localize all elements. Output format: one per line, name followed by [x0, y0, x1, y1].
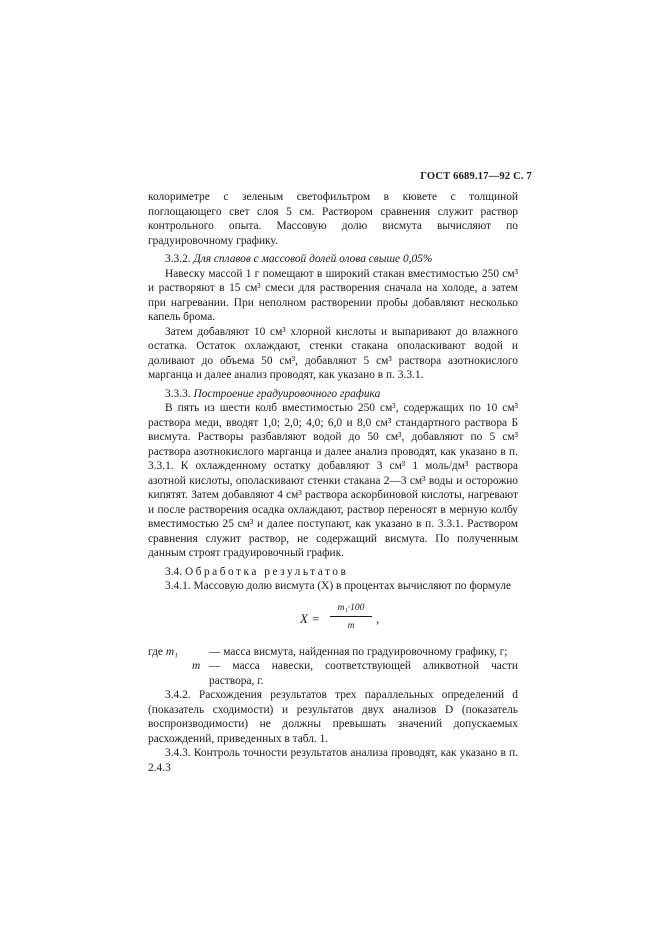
formula-trail: , [376, 610, 380, 626]
section-3-4-heading [148, 565, 518, 580]
definition-text: — масса висмута, найденная по градуировочному графику, г; [209, 645, 508, 658]
formula [148, 598, 518, 642]
document-body [148, 190, 518, 775]
paragraph-discrepancies: 3.4.2. Расхождения результатов трех параллельных определений d (показатель сходимости) и результатов двух анализов D (показатель воспроизводимости) не должны превышать значений допускаемых расхождений, приведенных в табл. 1. [148, 689, 518, 745]
section-3-3-3-heading [148, 387, 518, 402]
formula-numerator: m₁·100 [330, 601, 372, 618]
section-number: 3.4. [165, 565, 185, 578]
section-title: Построение градуировочного графика [193, 387, 381, 400]
formula-fraction [330, 601, 372, 634]
paragraph-accuracy: 3.4.3. Контроль точности результатов анализа проводят, как указано в п. 2.4.3 [148, 747, 518, 774]
where-label: где m₁ [148, 645, 179, 658]
paragraph-colorimeter: колориметре с зеленым светофильтром в кювете с толщиной поглощающего свет слоя 5 см. Раствором сравнения служит раствор контрольного опыта. Массовую долю висмута вычисляют по градуировочному графику. [148, 191, 518, 247]
paragraph-evaporation: Затем добавляют 10 см³ хлорной кислоты и выпаривают до влажного остатка. Остаток охлаждают, стенки стакана ополаскивают водой и доливают до объема 50 см³, добавляют 5 см³ раствора азотнокислого марганца и далее анализ проводят, как указано в п. 3.3.1. [148, 325, 518, 381]
definition-m [148, 659, 518, 688]
term-m1: m₁ [165, 645, 179, 658]
term-m: m [192, 660, 201, 672]
section-number: 3.3.2. [165, 253, 194, 265]
formula-denominator: m [347, 621, 355, 631]
paragraph-calibration: В пять из шести колб вместимостью 250 см³, содержащих по 10 см³ раствора меди, вводят 1,0; 2,0; 4,0; 6,0 и 8,0 см³ стандартного раствора Б висмута. Растворы разбавляют водой до 50 см³, добавляют по 5 см³ раствора азотнокислого марганца и далее анализ проводят, как указано в п. 3.3.1. К охлажденному остатку добавляют 3 см³ 1 моль/дм³ раствора азотной кислоты, ополаскивают стенки стакана 2—3 см³ воды и осторожно кипятят. Затем добавляют 4 см³ раствора аскорбиновой кислоты, нагревают и после растворения осадка охлаждают, раствор переносят в мерную колбу вместимостью 25 см³ и далее поступают, как указано в п. 3.3.1. Раствором сравнения служит раствор, не содержащий висмута. По полученным данным строят градуировочный график. [148, 402, 518, 559]
definition-text: — масса навески, соответствующей аликвотной части раствора, г. [209, 660, 518, 687]
paragraph-formula-intro: 3.4.1. Массовую долю висмута (X) в процентах вычисляют по формуле [165, 580, 512, 592]
definition-m1 [148, 645, 518, 660]
section-title: Обработка результатов [184, 565, 349, 578]
paragraph-sample: Навеску массой 1 г помещают в широкий стакан вместимостью 250 см³ и растворяют в 15 см³ смеси для растворения сначала на холоде, а затем при нагревании. При неполном растворении пробы добавляют несколько капель брома. [148, 267, 518, 323]
section-3-3-2-heading [148, 252, 518, 267]
formula-lhs: X = [300, 610, 320, 626]
section-number: 3.3.3. [165, 387, 194, 400]
section-title: Для сплавов с массовой долей олова свыше 0,05% [193, 253, 433, 265]
page-header: ГОСТ 6689.17—92 С. 7 [420, 171, 532, 182]
